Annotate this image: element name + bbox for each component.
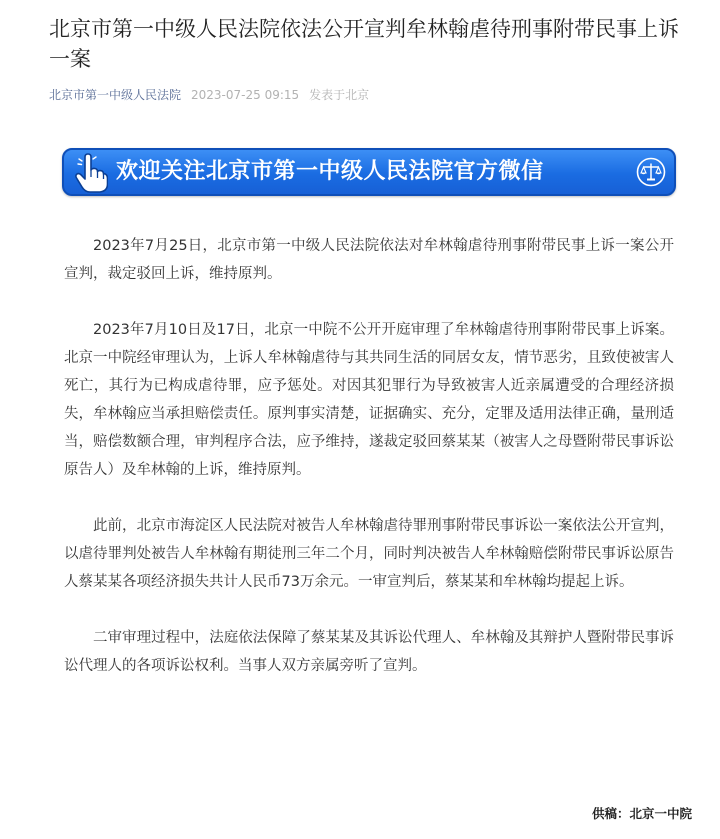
- article-title: 北京市第一中级人民法院依法公开宣判牟林翰虐待刑事附带民事上诉一案: [49, 17, 679, 71]
- court-emblem-icon: [636, 157, 666, 187]
- publish-location: 发表于北京: [309, 88, 370, 102]
- pointing-hand-icon: [74, 153, 108, 193]
- paragraph-4: 二审审理过程中，法庭依法保障了蔡某某及其诉讼代理人、牟林翰及其辩护人暨附带民事诉讼代理人的各项诉讼权利。当事人双方亲属旁听了宣判。: [64, 630, 674, 674]
- article-meta: [49, 86, 369, 104]
- publish-time: 2023-07-25 09:15: [191, 88, 300, 102]
- supply-credit: 供稿：北京一中院: [591, 806, 692, 821]
- article-body: [64, 232, 674, 708]
- paragraph-3: 此前，北京市海淀区人民法院对被告人牟林翰虐待罪刑事附带民事诉讼一案依法公开宣判，以虐待罪判处被告人牟林翰有期徒刑三年二个月，同时判决被告人牟林翰赔偿附带民事诉讼原告人蔡某某各项经济损失共计人民币73万余元。一审宣判后，蔡某某和牟林翰均提起上诉。: [64, 518, 674, 590]
- paragraph-2: 2023年7月10日及17日，北京一中院不公开开庭审理了牟林翰虐待刑事附带民事上诉案。北京一中院经审理认为，上诉人牟林翰虐待与其共同生活的同居女友，情节恶劣，且致使被害人死亡，其行为已构成虐待罪，应予惩处。对因其犯罪行为导致被害人近亲属遭受的合理经济损失，牟林翰应当承担赔偿责任。原判事实清楚，证据确实、充分，定罪及适用法律正确，量刑适当，赔偿数额合理，审判程序合法，应予维持，遂裁定驳回蔡某某（被害人之母暨附带民事诉讼原告人）及牟林翰的上诉，维持原判。: [64, 322, 674, 478]
- banner-text: 欢迎关注北京市第一中级人民法院官方微信: [116, 159, 544, 184]
- paragraph-1: 2023年7月25日，北京市第一中级人民法院依法对牟林翰虐待刑事附带民事上诉一案公开宣判，裁定驳回上诉，维持原判。: [64, 238, 674, 282]
- follow-banner[interactable]: [62, 148, 676, 196]
- source-link[interactable]: 北京市第一中级人民法院: [49, 88, 182, 102]
